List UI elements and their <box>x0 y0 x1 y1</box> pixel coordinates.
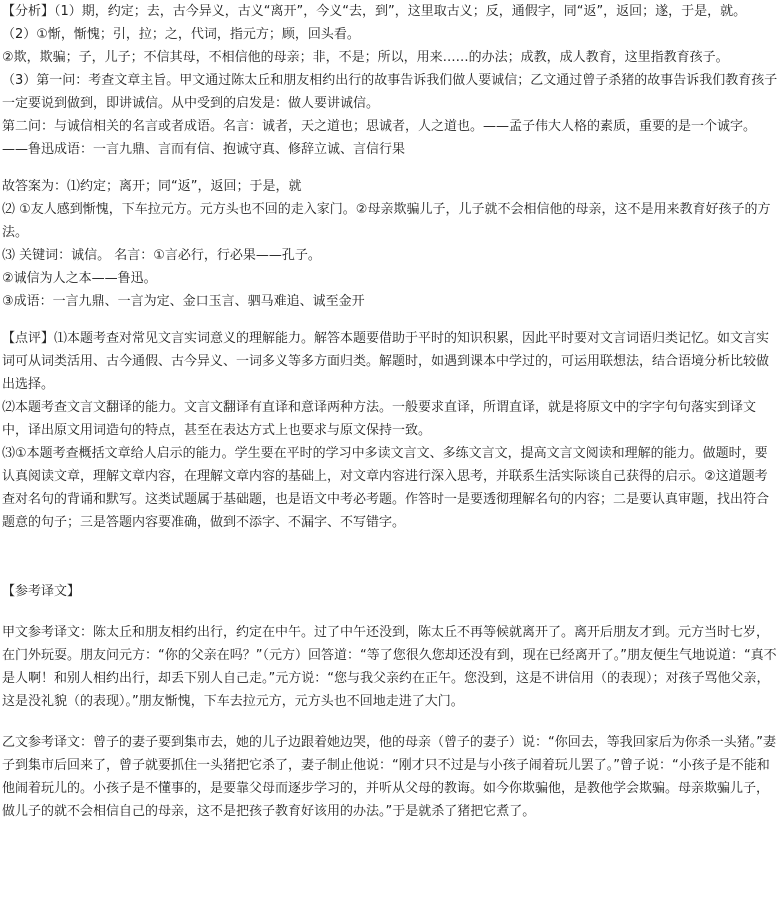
spacer <box>2 603 778 621</box>
answer-paragraph-5: ③成语：一言九鼎、一言为定、金口玉言、驷马难追、诚至金开 <box>2 294 365 309</box>
analysis-paragraph-5: 第二问：与诚信相关的名言或者成语。名言：诚者，天之道也；思诚者，人之道也。——孟子伟大人格的素质，重要的是一个诚字。——鲁迅成语：一言九鼎、言而有信、抱诚守真、修辞立诚、言信行果 <box>2 119 757 157</box>
spacer <box>2 313 778 327</box>
answer-paragraph-4: ②诚信为人之本——鲁迅。 <box>2 271 157 286</box>
answer-paragraph-3: ⑶ 关键词：诚信。 名言：①言必行，行必果——孔子。 <box>2 248 321 263</box>
translation-jia: 甲文参考译文：陈太丘和朋友相约出行，约定在中午。过了中午还没到，陈太丘不再等候就离开了。离开后朋友才到。元方当时七岁，在门外玩耍。朋友问元方：“你的父亲在吗？”（元方）回答道：“等了您很久您却还没有到，现在已经离开了。”朋友便生气地说道：“真不是人啊！和别人相约出行，却丢下别人自己走。”元方说：“您与我父亲约在正午。您没到，这是不讲信用（的表现）；对孩子骂他父亲，这是没礼貌（的表现）。”朋友惭愧，下车去拉元方，元方头也不回地走进了大门。 <box>2 625 777 709</box>
translation-heading: 【参考译文】 <box>2 584 81 599</box>
translation-section <box>2 580 778 823</box>
answer-section <box>2 175 778 313</box>
answer-paragraph-1: 故答案为：⑴约定；离开；同“返”，返回；于是，就 <box>2 179 302 194</box>
analysis-paragraph-3: ②欺，欺骗；子，儿子；不信其母，不相信他的母亲；非，不是；所以，用来……的办法；成教，成人教育，这里指教育孩子。 <box>2 50 729 65</box>
comment-paragraph-3: ⑶①本题考查概括文章给人启示的能力。学生要在平时的学习中多读文言文、多练文言文，提高文言文阅读和理解的能力。做题时，要认真阅读文章，理解文章内容，在理解文章内容的基础上，对文章内容进行深入思考，并联系生活实际谈自己获得的启示。②这道题考查对名句的背诵和默写。这类试题属于基础题，也是语文中考必考题。作答时一是要透彻理解名句的内容；二是要认真审题，找出符合题意的句子；三是答题内容要准确，做到不添字、不漏字、不写错字。 <box>2 446 770 530</box>
analysis-section <box>2 0 778 161</box>
analysis-paragraph-2: （2）①惭，惭愧；引，拉；之，代词，指元方；顾，回头看。 <box>2 27 360 42</box>
comment-section <box>2 327 778 534</box>
comment-paragraph-1: 【点评】⑴本题考查对常见文言实词意义的理解能力。解答本题要借助于平时的知识积累，因此平时要对文言词语归类记忆。如文言实词可从词类活用、古今通假、古今异义、一词多义等多方面归类。解题时，如遇到课本中学过的，可运用联想法，结合语境分析比较做出选择。 <box>2 331 770 392</box>
answer-paragraph-2: ⑵ ①友人感到惭愧，下车拉元方。元方头也不回的走入家门。②母亲欺骗儿子，儿子就不会相信他的母亲，这不是用来教育好孩子的方法。 <box>2 202 771 240</box>
spacer <box>2 161 778 175</box>
analysis-paragraph-1: 【分析】（1）期，约定；去，古今异义，古义“离开”，今义“去，到”，这里取古义；反，通假字，同“返”，返回；遂，于是，就。 <box>2 4 747 19</box>
spacer <box>2 713 778 731</box>
analysis-paragraph-4: （3）第一问：考查文章主旨。甲文通过陈太丘和朋友相约出行的故事告诉我们做人要诚信；乙文通过曾子杀猪的故事告诉我们教育孩子一定要说到做到，即讲诚信。从中受到的启发是：做人要讲诚信。 <box>2 73 778 111</box>
comment-paragraph-2: ⑵本题考查文言文翻译的能力。文言文翻译有直译和意译两种方法。一般要求直译，所谓直译，就是将原文中的字字句句落实到译文中，译出原文用词造句的特点，甚至在表达方式上也要求与原文保持一致。 <box>2 400 757 438</box>
spacer <box>2 534 778 580</box>
translation-yi: 乙文参考译文：曾子的妻子要到集市去，她的儿子边跟着她边哭，他的母亲（曾子的妻子）说：“你回去，等我回家后为你杀一头猪。”妻子到集市后回来了，曾子就要抓住一头猪把它杀了，妻子制止他说：“刚才只不过是与小孩子闹着玩儿罢了。”曾子说：“小孩子是不能和他闹着玩儿的。小孩子是不懂事的，是要靠父母而逐步学习的，并听从父母的教诲。如今你欺骗他，是教他学会欺骗。母亲欺骗儿子，做儿子的就不会相信自己的母亲，这不是把孩子教育好该用的办法。”于是就杀了猪把它煮了。 <box>2 735 776 819</box>
